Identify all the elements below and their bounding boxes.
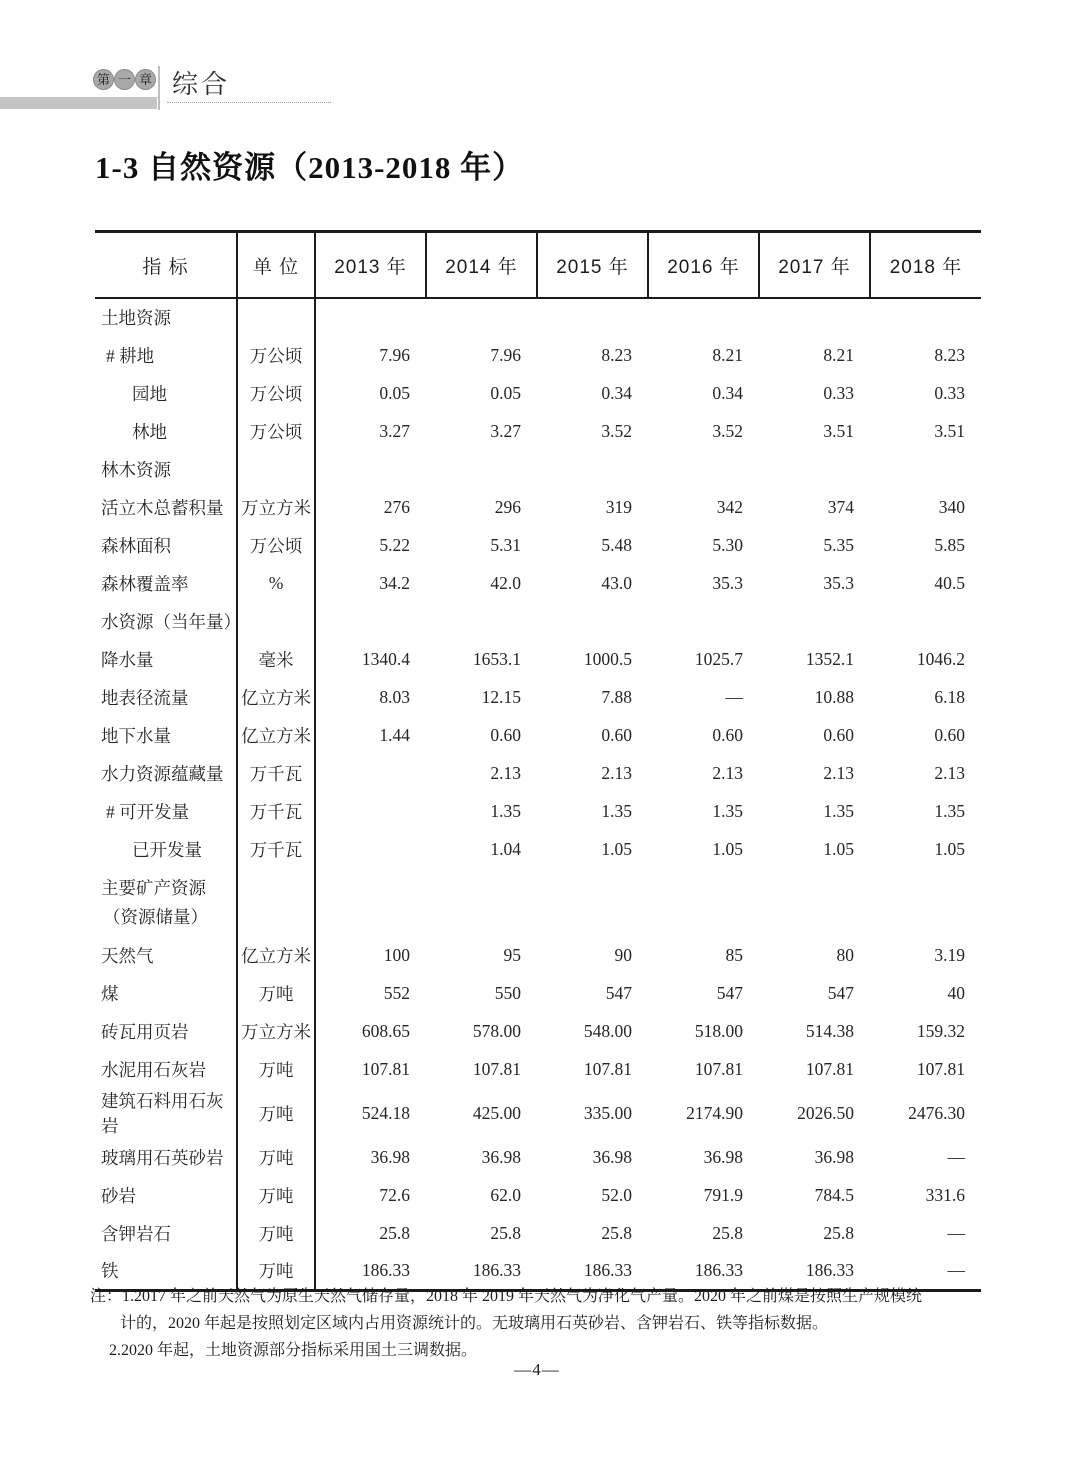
unit-cell: 万公顷 <box>237 336 315 374</box>
value-cell <box>315 602 426 640</box>
value-cell: 40 <box>947 982 965 1003</box>
value-cell <box>537 450 648 488</box>
value-cell <box>759 868 870 936</box>
value-cell: 0.60 <box>823 724 854 745</box>
table-row <box>95 1088 981 1138</box>
table-row <box>95 1012 981 1050</box>
value-cell: 36.98 <box>592 1146 632 1167</box>
value-cell: 0.60 <box>490 724 521 745</box>
value-cell: 0.60 <box>601 724 632 745</box>
value-cell: 331.6 <box>925 1184 965 1205</box>
value-cell: — <box>947 1259 965 1280</box>
indicator-cell: 水力资源蕴藏量 <box>95 754 237 792</box>
indicator-cell: 建筑石料用石灰岩 <box>95 1088 237 1138</box>
value-cell: 159.32 <box>916 1020 965 1041</box>
indicator-cell: 玻璃用石英砂岩 <box>95 1138 237 1176</box>
value-cell: 5.30 <box>712 534 743 555</box>
page-title: 1-3 自然资源（2013-2018 年） <box>95 150 525 185</box>
indicator-cell: 森林覆盖率 <box>95 564 237 602</box>
chapter-label: 综合 <box>172 69 231 99</box>
value-cell: 2.13 <box>712 762 743 783</box>
value-cell <box>315 450 426 488</box>
unit-cell <box>237 868 315 936</box>
value-cell: 80 <box>836 944 854 965</box>
value-cell: 8.23 <box>601 344 632 365</box>
value-cell: 1046.2 <box>916 648 965 669</box>
value-cell <box>759 298 870 336</box>
value-cell: 52.0 <box>601 1184 632 1205</box>
table-header-row <box>95 232 981 299</box>
value-cell: 0.60 <box>712 724 743 745</box>
value-cell: 90 <box>614 944 632 965</box>
chapter-badge-char: 第 <box>93 69 114 90</box>
value-cell: 1.05 <box>601 838 632 859</box>
value-cell: 85 <box>725 944 743 965</box>
value-cell <box>315 868 426 936</box>
indicator-cell: 森林面积 <box>95 526 237 564</box>
indicator-cell: 地表径流量 <box>95 678 237 716</box>
value-cell: 7.96 <box>379 344 410 365</box>
unit-cell: 万吨 <box>237 1252 315 1290</box>
unit-cell: 万公顷 <box>237 374 315 412</box>
value-cell <box>426 298 537 336</box>
value-cell: 335.00 <box>583 1102 632 1123</box>
chapter-badge-char: 章 <box>135 69 156 90</box>
indicator-cell: 天然气 <box>95 936 237 974</box>
value-cell: 107.81 <box>583 1058 632 1079</box>
unit-cell: 万公顷 <box>237 412 315 450</box>
value-cell <box>426 602 537 640</box>
value-cell: — <box>947 1222 965 1243</box>
value-cell: 2.13 <box>490 762 521 783</box>
chapter-divider-line <box>158 66 160 110</box>
value-cell <box>315 792 426 830</box>
indicator-cell: 煤 <box>95 974 237 1012</box>
indicator-cell: 砂岩 <box>95 1176 237 1214</box>
value-cell <box>870 868 981 936</box>
value-cell: 0.33 <box>823 382 854 403</box>
value-cell: 578.00 <box>472 1020 521 1041</box>
indicator-cell: 含钾岩石 <box>95 1214 237 1252</box>
header-cell-year-2013: 2013 年 <box>315 232 426 299</box>
table-row <box>95 754 981 792</box>
value-cell: 547 <box>716 982 743 1003</box>
table-row <box>95 1050 981 1088</box>
value-cell <box>648 450 759 488</box>
value-cell: 1352.1 <box>805 648 854 669</box>
value-cell: 107.81 <box>361 1058 410 1079</box>
unit-cell: % <box>237 564 315 602</box>
value-cell: 3.27 <box>379 420 410 441</box>
table-row <box>95 974 981 1012</box>
value-cell <box>870 298 981 336</box>
value-cell: 1.35 <box>490 800 521 821</box>
value-cell: 7.88 <box>601 686 632 707</box>
value-cell: 1340.4 <box>361 648 410 669</box>
indicator-cell: 林地 <box>95 412 237 450</box>
value-cell: 8.23 <box>934 344 965 365</box>
value-cell <box>537 298 648 336</box>
value-cell: 1.35 <box>934 800 965 821</box>
value-cell: 8.21 <box>712 344 743 365</box>
header-cell-year-2017: 2017 年 <box>759 232 870 299</box>
unit-cell: 毫米 <box>237 640 315 678</box>
value-cell: 5.48 <box>601 534 632 555</box>
value-cell: 3.19 <box>934 944 965 965</box>
header-cell-year-2015: 2015 年 <box>537 232 648 299</box>
value-cell: 186.33 <box>361 1259 410 1280</box>
unit-cell <box>237 298 315 336</box>
chapter-dotted-underline <box>167 102 331 103</box>
unit-cell: 万公顷 <box>237 526 315 564</box>
value-cell: 25.8 <box>490 1222 521 1243</box>
value-cell: 3.27 <box>490 420 521 441</box>
unit-cell: 亿立方米 <box>237 716 315 754</box>
table-row <box>95 678 981 716</box>
value-cell: 1000.5 <box>583 648 632 669</box>
value-cell: 25.8 <box>823 1222 854 1243</box>
value-cell: 25.8 <box>601 1222 632 1243</box>
value-cell: 1.35 <box>601 800 632 821</box>
indicator-cell: 水泥用石灰岩 <box>95 1050 237 1088</box>
value-cell <box>315 830 426 868</box>
value-cell: 36.98 <box>481 1146 521 1167</box>
value-cell: 43.0 <box>601 572 632 593</box>
value-cell: 276 <box>383 496 410 517</box>
table-row <box>95 868 981 936</box>
value-cell: 0.05 <box>379 382 410 403</box>
value-cell: 36.98 <box>703 1146 743 1167</box>
value-cell: 340 <box>938 496 965 517</box>
value-cell: 35.3 <box>712 572 743 593</box>
value-cell: 1.05 <box>823 838 854 859</box>
value-cell: 524.18 <box>361 1102 410 1123</box>
note-line: 注：1.2017 年之前天然气为原生天然气储存量，2018 年 2019 年天然气为净化气产量。2020 年之前煤是按照生产规模统 <box>90 1288 923 1305</box>
value-cell: 550 <box>494 982 521 1003</box>
chapter-gray-bar <box>0 97 157 109</box>
value-cell: 1653.1 <box>472 648 521 669</box>
value-cell: 40.5 <box>934 572 965 593</box>
table-row <box>95 526 981 564</box>
value-cell <box>870 450 981 488</box>
natural-resources-table <box>95 230 981 1292</box>
value-cell <box>648 868 759 936</box>
value-cell <box>759 602 870 640</box>
value-cell: 34.2 <box>379 572 410 593</box>
value-cell: 5.22 <box>379 534 410 555</box>
value-cell: 2174.90 <box>686 1102 743 1123</box>
value-cell: 72.6 <box>379 1184 410 1205</box>
value-cell: 1.35 <box>712 800 743 821</box>
unit-cell: 万千瓦 <box>237 792 315 830</box>
value-cell: 547 <box>605 982 632 1003</box>
indicator-cell: 降水量 <box>95 640 237 678</box>
value-cell <box>426 868 537 936</box>
value-cell: 107.81 <box>805 1058 854 1079</box>
value-cell: 36.98 <box>370 1146 410 1167</box>
value-cell: 0.05 <box>490 382 521 403</box>
value-cell <box>537 868 648 936</box>
note-line: 2.2020 年起，土地资源部分指标采用国土三调数据。 <box>109 1342 478 1359</box>
unit-cell <box>237 450 315 488</box>
header-cell-unit: 单 位 <box>237 232 315 299</box>
value-cell: 8.03 <box>379 686 410 707</box>
value-cell: 95 <box>503 944 521 965</box>
table-row <box>95 450 981 488</box>
value-cell <box>759 450 870 488</box>
value-cell <box>426 450 537 488</box>
unit-cell <box>237 602 315 640</box>
value-cell: 5.85 <box>934 534 965 555</box>
indicator-cell: # 可开发量 <box>95 792 237 830</box>
value-cell: 2.13 <box>601 762 632 783</box>
table-row <box>95 1214 981 1252</box>
value-cell: 7.96 <box>490 344 521 365</box>
value-cell: 552 <box>383 982 410 1003</box>
value-cell: 5.35 <box>823 534 854 555</box>
value-cell: 425.00 <box>472 1102 521 1123</box>
value-cell: 42.0 <box>490 572 521 593</box>
value-cell <box>537 602 648 640</box>
indicator-cell: 林木资源 <box>95 450 237 488</box>
value-cell: — <box>947 1146 965 1167</box>
indicator-cell: 园地 <box>95 374 237 412</box>
value-cell: 0.60 <box>934 724 965 745</box>
value-cell: 186.33 <box>694 1259 743 1280</box>
value-cell: 107.81 <box>916 1058 965 1079</box>
value-cell: 62.0 <box>490 1184 521 1205</box>
unit-cell: 亿立方米 <box>237 936 315 974</box>
indicator-cell: 地下水量 <box>95 716 237 754</box>
value-cell: 2.13 <box>934 762 965 783</box>
table-row <box>95 640 981 678</box>
table-row <box>95 1176 981 1214</box>
value-cell: 3.52 <box>601 420 632 441</box>
indicator-cell: 水资源（当年量） <box>95 602 237 640</box>
unit-cell: 万千瓦 <box>237 754 315 792</box>
value-cell: 514.38 <box>805 1020 854 1041</box>
unit-cell: 万立方米 <box>237 488 315 526</box>
value-cell <box>648 298 759 336</box>
value-cell: 3.51 <box>823 420 854 441</box>
unit-cell: 万立方米 <box>237 1012 315 1050</box>
unit-cell: 万吨 <box>237 1088 315 1138</box>
table-row <box>95 412 981 450</box>
value-cell <box>315 754 426 792</box>
indicator-cell: 已开发量 <box>95 830 237 868</box>
unit-cell: 万吨 <box>237 1214 315 1252</box>
table-row <box>95 716 981 754</box>
notes <box>90 1283 996 1364</box>
value-cell: 1025.7 <box>694 648 743 669</box>
value-cell: 1.05 <box>712 838 743 859</box>
value-cell: 1.44 <box>379 724 410 745</box>
value-cell: 25.8 <box>379 1222 410 1243</box>
chapter-badge <box>93 69 156 90</box>
value-cell: 186.33 <box>472 1259 521 1280</box>
unit-cell: 万吨 <box>237 1050 315 1088</box>
value-cell: 548.00 <box>583 1020 632 1041</box>
value-cell: 107.81 <box>472 1058 521 1079</box>
value-cell: 25.8 <box>712 1222 743 1243</box>
value-cell: 2.13 <box>823 762 854 783</box>
value-cell: 342 <box>716 496 743 517</box>
value-cell: 791.9 <box>703 1184 743 1205</box>
value-cell: 0.34 <box>712 382 743 403</box>
table-row <box>95 792 981 830</box>
value-cell: 12.15 <box>481 686 521 707</box>
value-cell: 608.65 <box>361 1020 410 1041</box>
chapter-badge-char: 一 <box>114 69 135 90</box>
value-cell: 100 <box>383 944 410 965</box>
value-cell: 10.88 <box>814 686 854 707</box>
value-cell: 3.52 <box>712 420 743 441</box>
value-cell: 36.98 <box>814 1146 854 1167</box>
value-cell <box>648 602 759 640</box>
indicator-cell: 活立木总蓄积量 <box>95 488 237 526</box>
unit-cell: 万吨 <box>237 1176 315 1214</box>
value-cell <box>315 298 426 336</box>
value-cell: 0.34 <box>601 382 632 403</box>
value-cell: 1.04 <box>490 838 521 859</box>
table-row <box>95 488 981 526</box>
value-cell: 296 <box>494 496 521 517</box>
value-cell: 784.5 <box>814 1184 854 1205</box>
value-cell: 0.33 <box>934 382 965 403</box>
value-cell: — <box>725 686 743 707</box>
value-cell: 6.18 <box>934 686 965 707</box>
unit-cell: 亿立方米 <box>237 678 315 716</box>
table-body <box>95 298 981 1290</box>
value-cell: 1.05 <box>934 838 965 859</box>
indicator-cell: # 耕地 <box>95 336 237 374</box>
table-row <box>95 1138 981 1176</box>
value-cell: 374 <box>827 496 854 517</box>
indicator-cell: 主要矿产资源 （资源储量） <box>95 868 237 936</box>
value-cell: 319 <box>605 496 632 517</box>
indicator-cell: 砖瓦用页岩 <box>95 1012 237 1050</box>
value-cell: 186.33 <box>583 1259 632 1280</box>
value-cell: 8.21 <box>823 344 854 365</box>
value-cell: 5.31 <box>490 534 521 555</box>
value-cell: 2476.30 <box>908 1102 965 1123</box>
indicator-cell: 土地资源 <box>95 298 237 336</box>
table-row <box>95 564 981 602</box>
header-cell-year-2018: 2018 年 <box>870 232 981 299</box>
unit-cell: 万吨 <box>237 974 315 1012</box>
value-cell: 547 <box>827 982 854 1003</box>
unit-cell: 万吨 <box>237 1138 315 1176</box>
header-cell-year-2016: 2016 年 <box>648 232 759 299</box>
table-row <box>95 374 981 412</box>
value-cell: 35.3 <box>823 572 854 593</box>
indicator-cell: 铁 <box>95 1252 237 1290</box>
table-row <box>95 936 981 974</box>
note-line: 计的，2020 年起是按照划定区域内占用资源统计的。无玻璃用石英砂岩、含钾岩石、铁等指标数据。 <box>120 1315 829 1332</box>
table-row <box>95 298 981 336</box>
value-cell: 186.33 <box>805 1259 854 1280</box>
table-row <box>95 830 981 868</box>
value-cell <box>870 602 981 640</box>
value-cell: 107.81 <box>694 1058 743 1079</box>
table-row <box>95 336 981 374</box>
value-cell: 2026.50 <box>797 1102 854 1123</box>
value-cell: 1.35 <box>823 800 854 821</box>
header-cell-indicator: 指 标 <box>95 232 237 299</box>
table-row <box>95 602 981 640</box>
unit-cell: 万千瓦 <box>237 830 315 868</box>
value-cell: 3.51 <box>934 420 965 441</box>
page-number: —4— <box>514 1360 560 1379</box>
value-cell: 518.00 <box>694 1020 743 1041</box>
header-cell-year-2014: 2014 年 <box>426 232 537 299</box>
